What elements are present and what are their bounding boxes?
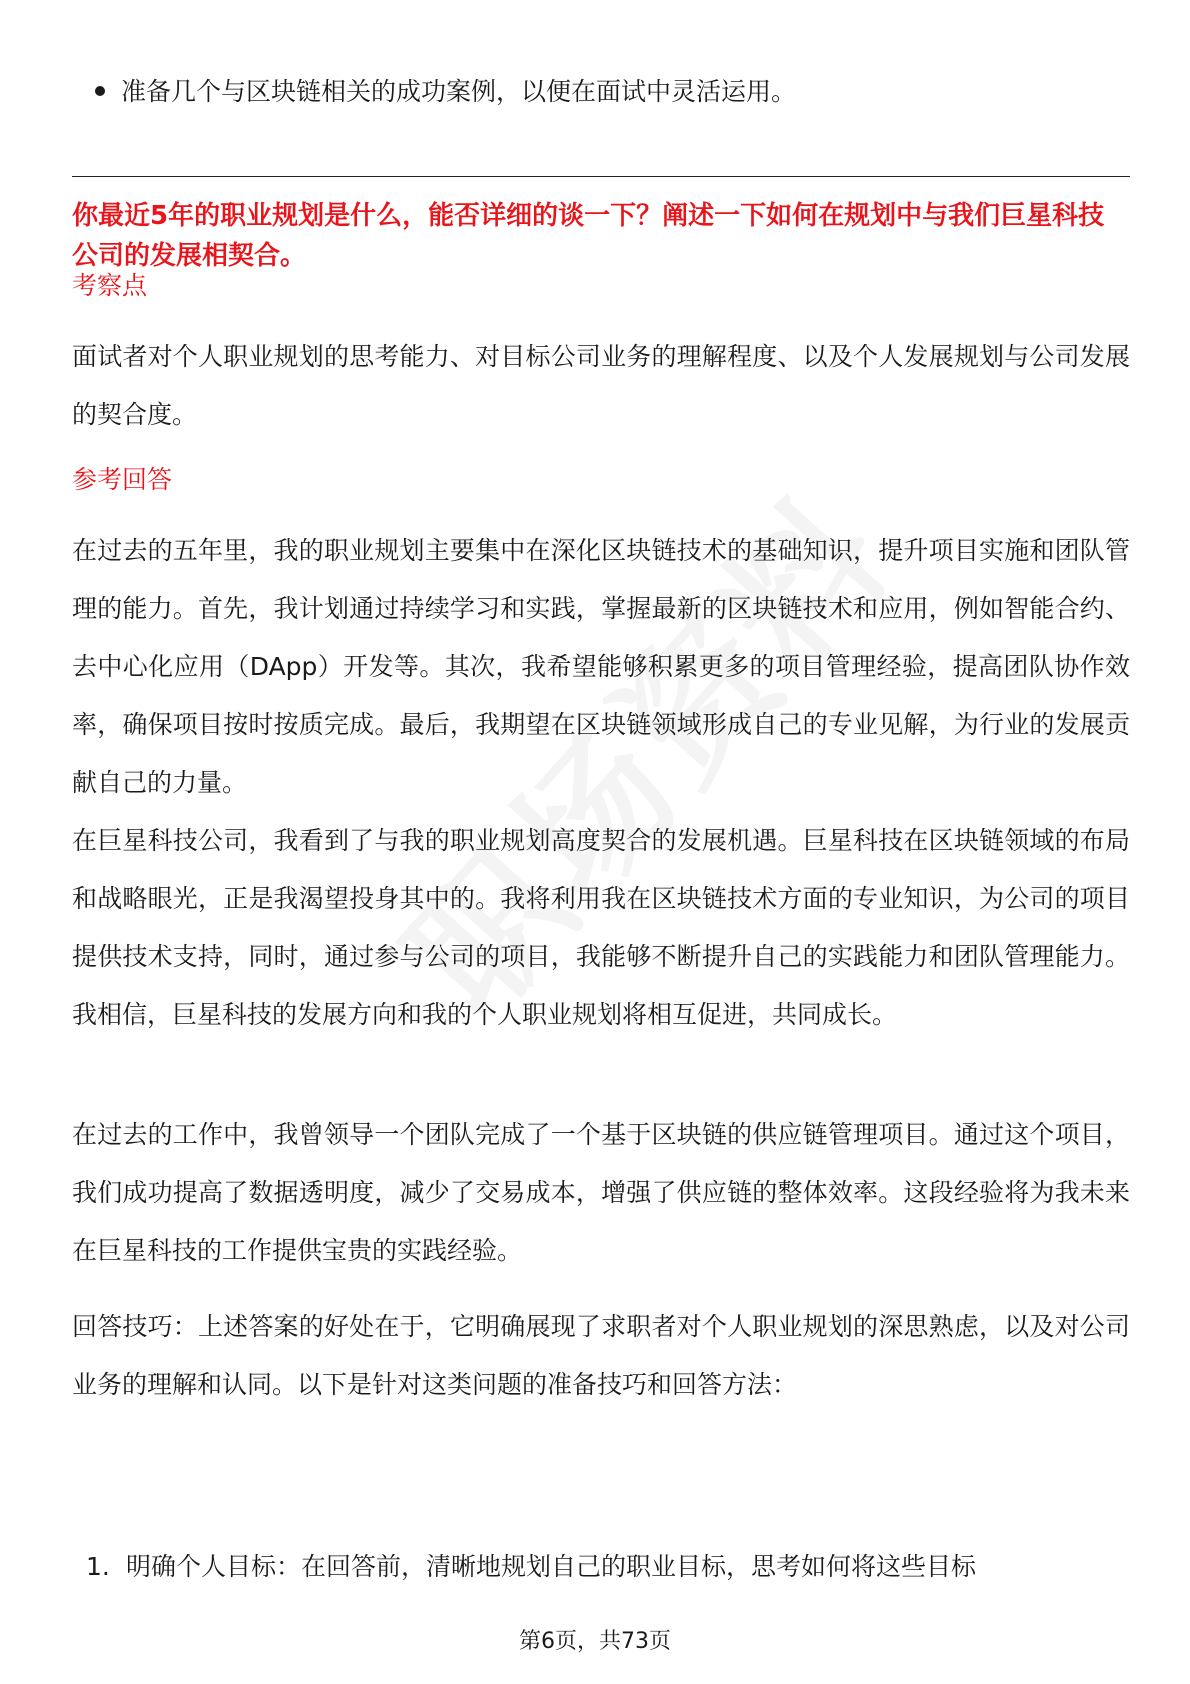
bullet-item — [95, 72, 1130, 112]
bullet-dot-icon — [95, 86, 105, 96]
section-divider — [72, 176, 1130, 177]
label-kaochadian: 考察点 — [72, 271, 148, 300]
list-item-text: 明确个人目标：在回答前，清晰地规划自己的职业目标，思考如何将这些目标 — [126, 1552, 977, 1581]
list-item — [86, 1538, 1130, 1596]
tips-paragraph: 回答技巧：上述答案的好处在于，它明确展现了求职者对个人职业规划的深思熟虑，以及对公司业务的理解和认同。以下是针对这类问题的准备技巧和回答方法： — [72, 1312, 1130, 1399]
list-item-number: 1. — [86, 1552, 110, 1581]
page-footer: 第6页，共73页 — [519, 1629, 671, 1654]
answer-paragraph-3: 在过去的工作中，我曾领导一个团队完成了一个基于区块链的供应链管理项目。通过这个项目，我们成功提高了数据透明度，减少了交易成本，增强了供应链的整体效率。这段经验将为我未来在巨星科技的工作提供宝贵的实践经验。 — [72, 1120, 1130, 1265]
bullet-text: 准备几个与区块链相关的成功案例，以便在面试中灵活运用。 — [121, 77, 797, 106]
answer-paragraph-2: 在巨星科技公司，我看到了与我的职业规划高度契合的发展机遇。巨星科技在区块链领域的布局和战略眼光，正是我渴望投身其中的。我将利用我在区块链技术方面的专业知识，为公司的项目提供技术支持，同时，通过参与公司的项目，我能够不断提升自己的实践能力和团队管理能力。我相信，巨星科技的发展方向和我的个人职业规划将相互促进，共同成长。 — [72, 826, 1130, 1029]
label-cankao: 参考回答 — [72, 465, 173, 494]
focus-paragraph: 面试者对个人职业规划的思考能力、对目标公司业务的理解程度、以及个人发展规划与公司发展的契合度。 — [72, 342, 1130, 429]
answer-paragraph-1: 在过去的五年里，我的职业规划主要集中在深化区块链技术的基础知识，提升项目实施和团队管理的能力。首先，我计划通过持续学习和实践，掌握最新的区块链技术和应用，例如智能合约、去中心化应用（DApp）开发等。其次，我希望能够积累更多的项目管理经验，提高团队协作效率，确保项目按时按质完成。最后，我期望在区块链领域形成自己的专业见解，为行业的发展贡献自己的力量。 — [72, 536, 1130, 797]
question-heading: 你最近5年的职业规划是什么，能否详细的谈一下？阐述一下如何在规划中与我们巨星科技公司的发展相契合。 — [72, 201, 1105, 271]
